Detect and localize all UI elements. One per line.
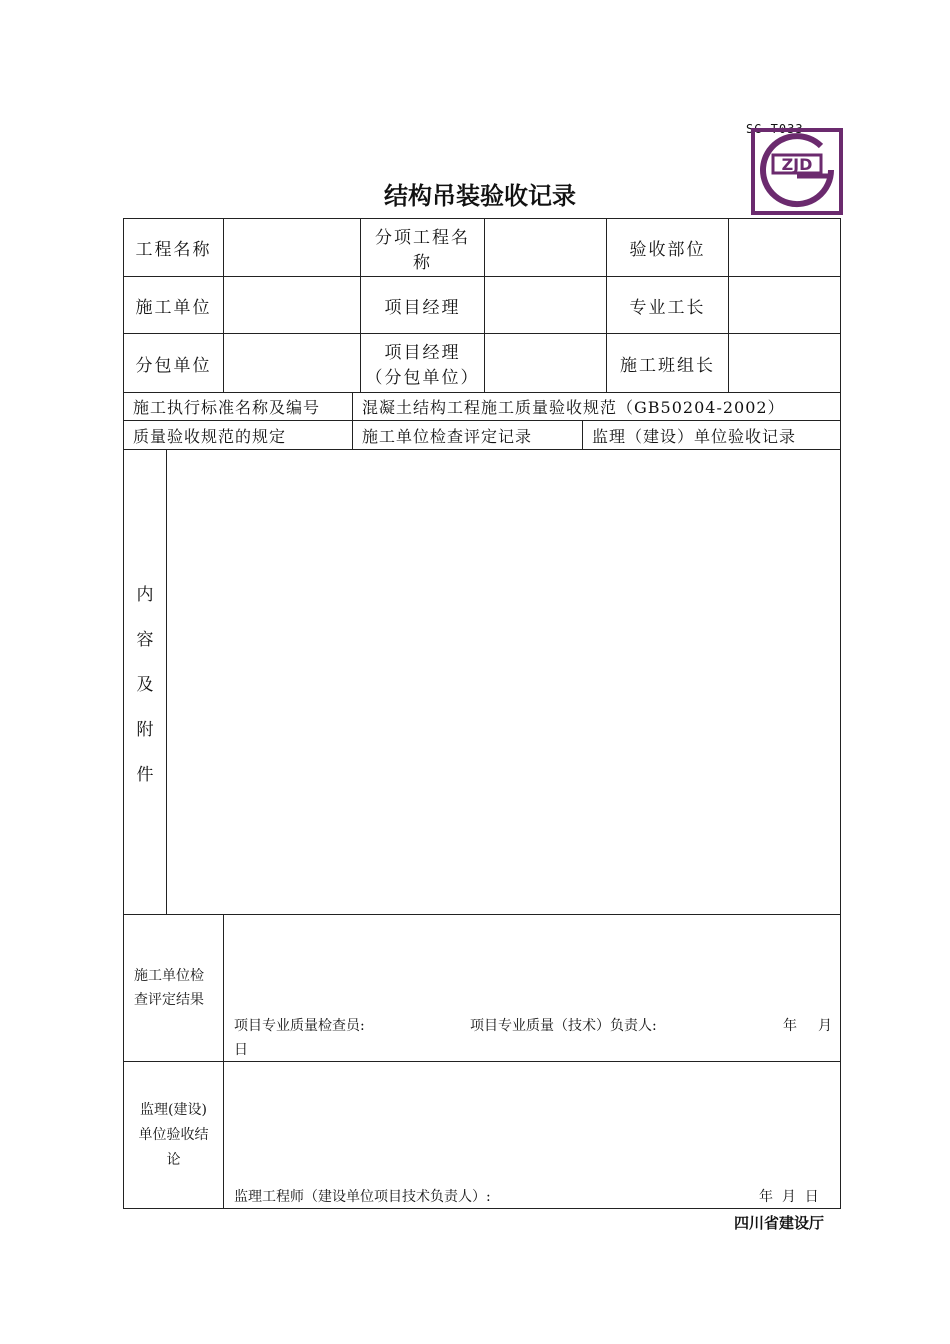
inspector-label: 项目专业质量检查员: — [234, 1018, 365, 1034]
document-code: SG-T033 — [746, 122, 804, 136]
pm-label: 项目经理 — [360, 276, 485, 334]
contractor-result-label: 施工单位检 查评定结果 — [123, 914, 224, 1062]
contractor-label: 施工单位 — [123, 276, 224, 334]
document-title: 结构吊装验收记录 — [384, 182, 576, 210]
standard-label: 施工执行标准名称及编号 — [123, 392, 353, 421]
sub-item-field[interactable] — [484, 218, 607, 277]
contractor-result-area[interactable] — [223, 914, 841, 1062]
project-name-field[interactable] — [223, 218, 361, 277]
content-attachments-label: 内 容 及 附 件 — [123, 449, 167, 915]
supervisor-result-label: 监理(建设) 单位验收结 论 — [123, 1061, 224, 1209]
foreman-field[interactable] — [728, 276, 841, 334]
zjd-logo — [751, 128, 843, 215]
team-leader-field[interactable] — [728, 333, 841, 393]
contractor-record-header: 施工单位检查评定记录 — [352, 420, 583, 450]
day-label: 日 — [234, 1042, 248, 1058]
svg-text:ZJD: ZJD — [781, 155, 813, 174]
content-area[interactable] — [166, 449, 841, 915]
sub-pm-field[interactable] — [484, 333, 607, 393]
subcontractor-field[interactable] — [223, 333, 361, 393]
team-leader-label: 施工班组长 — [606, 333, 729, 393]
issuer-footer: 四川省建设厅 — [734, 1214, 825, 1232]
contractor-field[interactable] — [223, 276, 361, 334]
sub-pm-label: 项目经理 （分包单位） — [360, 333, 485, 393]
supervisor-date-label: 年 月 日 — [759, 1189, 819, 1205]
month-label: 月 — [818, 1018, 832, 1034]
supervisor-engineer-label: 监理工程师（建设单位项目技术负责人）: — [234, 1189, 491, 1205]
accept-part-label: 验收部位 — [606, 218, 729, 277]
year-label: 年 — [783, 1018, 797, 1034]
subcontractor-label: 分包单位 — [123, 333, 224, 393]
project-name-label: 工程名称 — [123, 218, 224, 277]
standard-value: 混凝土结构工程施工质量验收规范（GB50204-2002） — [352, 392, 841, 421]
supervisor-result-area[interactable] — [223, 1061, 841, 1209]
quality-rules-header: 质量验收规范的规定 — [123, 420, 353, 450]
pm-field[interactable] — [484, 276, 607, 334]
accept-part-field[interactable] — [728, 218, 841, 277]
foreman-label: 专业工长 — [606, 276, 729, 334]
supervisor-record-header: 监理（建设）单位验收记录 — [582, 420, 841, 450]
tech-lead-label: 项目专业质量（技术）负责人: — [470, 1018, 657, 1034]
sub-item-label: 分项工程名 称 — [360, 218, 485, 277]
